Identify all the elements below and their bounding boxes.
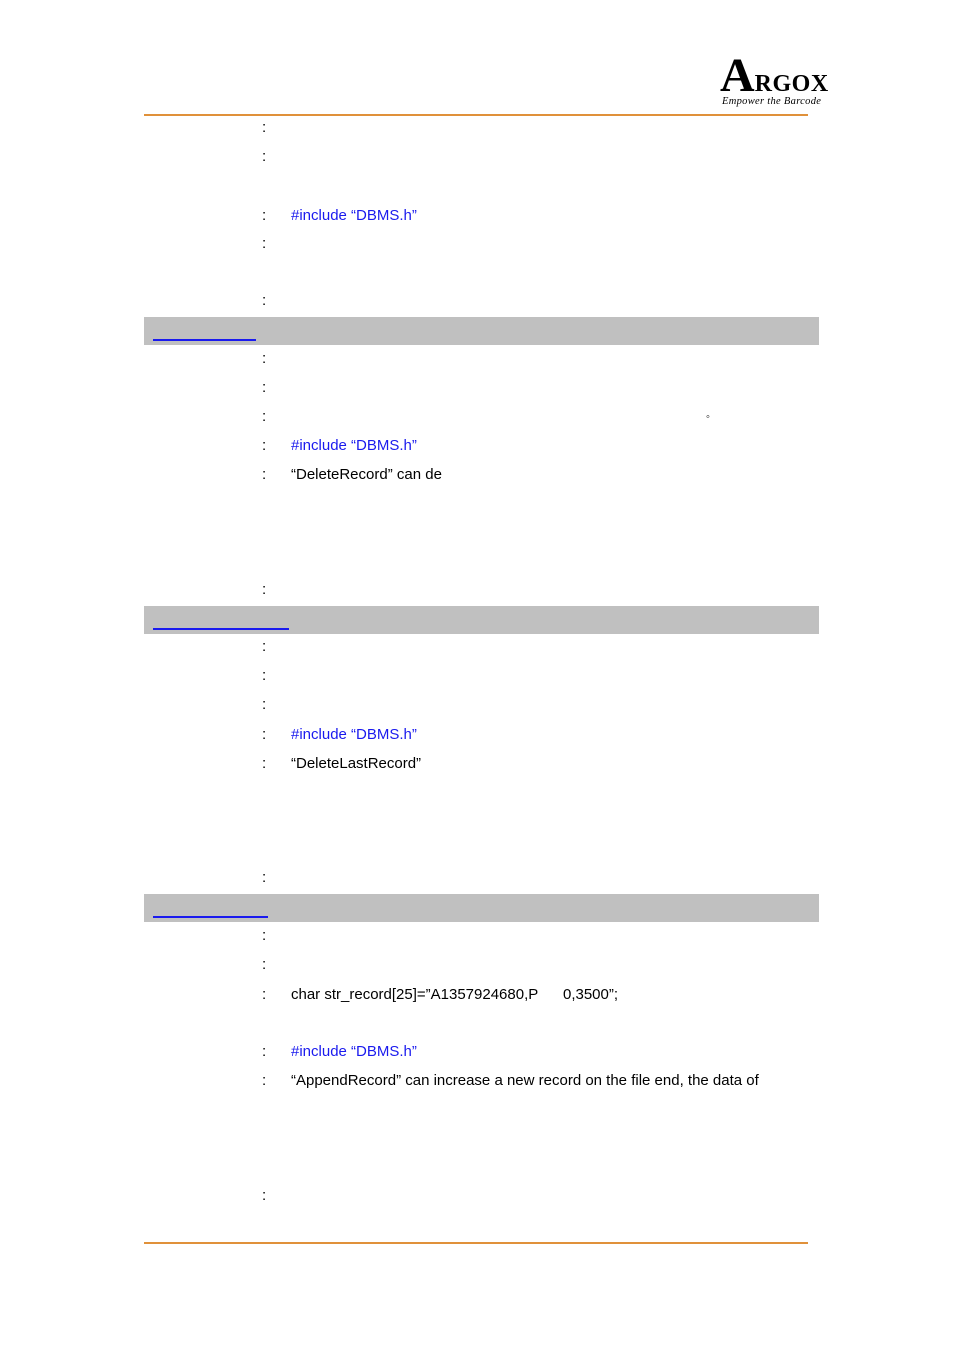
include-line: #include “DBMS.h” bbox=[291, 1043, 417, 1060]
field-colon: : bbox=[262, 437, 267, 454]
function-name-link[interactable] bbox=[153, 339, 256, 341]
function-header-band bbox=[144, 606, 819, 634]
logo-wordmark: ARGOX bbox=[720, 49, 829, 102]
field-colon: : bbox=[262, 1187, 267, 1204]
description-text: “AppendRecord” can increase a new record on the file end, the data of bbox=[291, 1072, 759, 1089]
field-colon: : bbox=[262, 581, 267, 598]
field-colon: : bbox=[262, 292, 267, 309]
logo-tagline: Empower the Barcode bbox=[722, 96, 822, 107]
argox-logo bbox=[720, 49, 830, 112]
field-colon: : bbox=[262, 638, 267, 655]
field-colon: : bbox=[262, 667, 267, 684]
field-colon: : bbox=[262, 755, 267, 772]
footer-rule bbox=[144, 1242, 808, 1244]
function-header-band bbox=[144, 317, 819, 345]
field-colon: : bbox=[262, 207, 267, 224]
field-colon: : bbox=[262, 379, 267, 396]
field-colon: : bbox=[262, 696, 267, 713]
field-colon: : bbox=[262, 1043, 267, 1060]
field-colon: : bbox=[262, 956, 267, 973]
field-colon: : bbox=[262, 466, 267, 483]
field-colon: : bbox=[262, 235, 267, 252]
field-colon: : bbox=[262, 408, 267, 425]
field-colon: : bbox=[262, 869, 267, 886]
function-name-link[interactable] bbox=[153, 916, 268, 918]
field-colon: : bbox=[262, 350, 267, 367]
description-text: “DeleteRecord” can de bbox=[291, 466, 442, 483]
field-colon: : bbox=[262, 1072, 267, 1089]
description-text: “DeleteLastRecord” bbox=[291, 755, 422, 772]
bullet-mark: ◦ bbox=[706, 411, 710, 423]
field-colon: : bbox=[262, 927, 267, 944]
example-code: char str_record[25]=”A1357924680,P 0,3500”; bbox=[291, 986, 619, 1003]
function-header-band bbox=[144, 894, 819, 922]
include-line: #include “DBMS.h” bbox=[291, 726, 417, 743]
include-line: #include “DBMS.h” bbox=[291, 437, 417, 454]
field-colon: : bbox=[262, 119, 267, 136]
header-rule bbox=[144, 114, 808, 116]
function-name-link[interactable] bbox=[153, 628, 289, 630]
field-colon: : bbox=[262, 986, 267, 1003]
field-colon: : bbox=[262, 148, 267, 165]
include-line: #include “DBMS.h” bbox=[291, 207, 417, 224]
field-colon: : bbox=[262, 726, 267, 743]
